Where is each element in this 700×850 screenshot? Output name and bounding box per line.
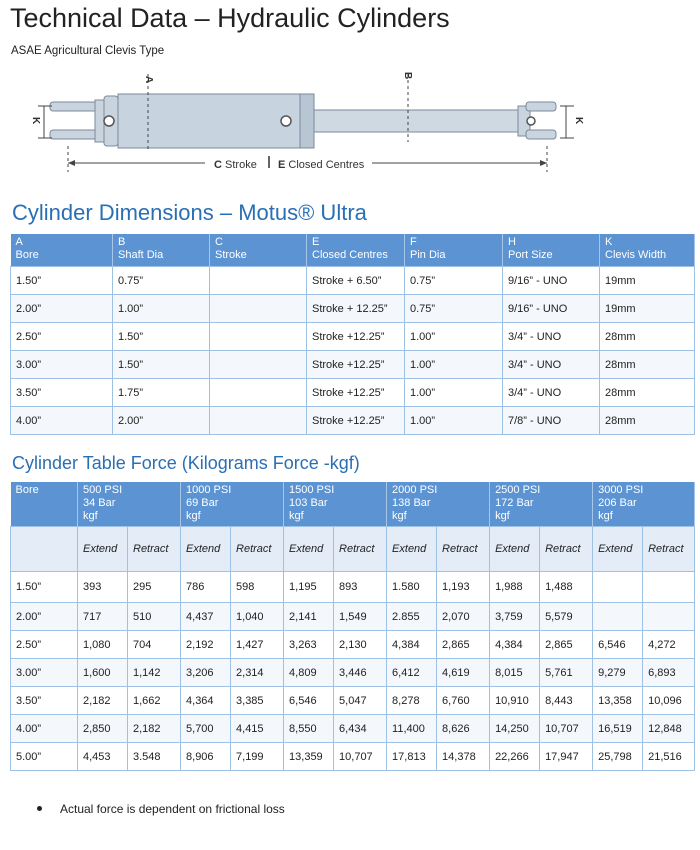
cylinder-barrel bbox=[118, 94, 308, 148]
force-subheader: Retract bbox=[334, 527, 387, 572]
table-cell: 704 bbox=[128, 631, 181, 659]
table-cell: 1,427 bbox=[231, 631, 284, 659]
force-subheader: Extend bbox=[181, 527, 231, 572]
force-header-group: 2000 PSI 138 Bar kgf bbox=[387, 482, 490, 527]
force-subheader: Retract bbox=[128, 527, 181, 572]
right-clevis bbox=[518, 102, 556, 139]
table-cell: 8,906 bbox=[181, 743, 231, 771]
table-cell: 3/4” - UNO bbox=[503, 351, 600, 379]
table-cell: 393 bbox=[78, 572, 128, 603]
table-cell: 3.548 bbox=[128, 743, 181, 771]
table-cell: 8,278 bbox=[387, 687, 437, 715]
table-cell: 10,707 bbox=[540, 715, 593, 743]
table-row bbox=[11, 631, 695, 659]
table-cell: Stroke +12.25” bbox=[307, 407, 405, 435]
table-cell: 1,549 bbox=[334, 603, 387, 631]
footnote: Actual force is dependent on frictional loss bbox=[37, 802, 285, 816]
bullet-icon bbox=[37, 806, 42, 811]
table-cell: 2.50” bbox=[11, 631, 78, 659]
force-subheader: Extend bbox=[284, 527, 334, 572]
table-cell: 1.50” bbox=[11, 572, 78, 603]
table-cell: 2,850 bbox=[78, 715, 128, 743]
table-cell: 16,519 bbox=[593, 715, 643, 743]
table-cell: 8,550 bbox=[284, 715, 334, 743]
table-cell bbox=[210, 407, 307, 435]
svg-text:C Stroke: C Stroke bbox=[214, 159, 257, 171]
cylinder-diagram bbox=[0, 62, 700, 182]
table-cell: 893 bbox=[334, 572, 387, 603]
table-cell: 1,195 bbox=[284, 572, 334, 603]
table-cell: 9/16” - UNO bbox=[503, 267, 600, 295]
table-cell bbox=[210, 379, 307, 407]
table-cell: 4.00” bbox=[11, 715, 78, 743]
dims-header-4: F Pin Dia bbox=[405, 234, 503, 267]
table-cell: 1.00” bbox=[405, 407, 503, 435]
table-cell: 786 bbox=[181, 572, 231, 603]
port-icon bbox=[281, 116, 291, 126]
table-cell: 3,206 bbox=[181, 659, 231, 687]
dims-header-2: C Stroke bbox=[210, 234, 307, 267]
dims-header-3: E Closed Centres bbox=[307, 234, 405, 267]
table-cell bbox=[593, 603, 643, 631]
table-cell: 2.00” bbox=[11, 295, 113, 323]
table-cell: Stroke +12.25” bbox=[307, 323, 405, 351]
table-cell: 19mm bbox=[600, 267, 695, 295]
table-cell: 1,142 bbox=[128, 659, 181, 687]
table-cell: 5,579 bbox=[540, 603, 593, 631]
table-cell: 1.00” bbox=[113, 295, 210, 323]
table-cell: Stroke + 6.50” bbox=[307, 267, 405, 295]
table-cell: 19mm bbox=[600, 295, 695, 323]
table-cell: 0.75” bbox=[405, 295, 503, 323]
table-cell: 1.75” bbox=[113, 379, 210, 407]
table-cell: 6,546 bbox=[593, 631, 643, 659]
table-cell: 1.00” bbox=[405, 379, 503, 407]
page-title: Technical Data – Hydraulic Cylinders bbox=[10, 3, 450, 33]
force-header-group: 2500 PSI 172 Bar kgf bbox=[490, 482, 593, 527]
table-cell bbox=[210, 295, 307, 323]
table-cell: 4,437 bbox=[181, 603, 231, 631]
table-cell: 4,384 bbox=[387, 631, 437, 659]
table-cell: 3,385 bbox=[231, 687, 284, 715]
force-subheader: Extend bbox=[78, 527, 128, 572]
table-cell: Stroke +12.25” bbox=[307, 379, 405, 407]
table-cell bbox=[210, 267, 307, 295]
svg-text:E Closed Centres: E Closed Centres bbox=[278, 159, 365, 171]
table-cell: 1,988 bbox=[490, 572, 540, 603]
table-cell bbox=[210, 351, 307, 379]
table-cell bbox=[210, 323, 307, 351]
force-title: Cylinder Table Force (Kilograms Force -kgf) bbox=[12, 453, 360, 473]
table-cell: 5,700 bbox=[181, 715, 231, 743]
table-cell: 1,662 bbox=[128, 687, 181, 715]
table-cell: 8,443 bbox=[540, 687, 593, 715]
table-cell: 598 bbox=[231, 572, 284, 603]
table-cell: 22,266 bbox=[490, 743, 540, 771]
table-cell: 2,182 bbox=[128, 715, 181, 743]
table-cell: 3.50” bbox=[11, 379, 113, 407]
table-cell: 28mm bbox=[600, 351, 695, 379]
table-cell: 3,263 bbox=[284, 631, 334, 659]
table-cell: 1,040 bbox=[231, 603, 284, 631]
table-cell: 3.00” bbox=[11, 351, 113, 379]
table-cell: 2,130 bbox=[334, 631, 387, 659]
table-row bbox=[11, 351, 695, 379]
page-subtitle: ASAE Agricultural Clevis Type bbox=[11, 45, 165, 57]
dimensions-table bbox=[10, 234, 695, 435]
table-cell: 5,761 bbox=[540, 659, 593, 687]
table-row bbox=[11, 295, 695, 323]
table-cell: 0.75” bbox=[113, 267, 210, 295]
table-row bbox=[11, 379, 695, 407]
svg-text:B: B bbox=[402, 72, 413, 80]
table-cell bbox=[643, 572, 695, 603]
force-subheader: Retract bbox=[643, 527, 695, 572]
force-header-bore: Bore bbox=[11, 482, 78, 527]
table-cell: 13,358 bbox=[593, 687, 643, 715]
table-cell: 3,759 bbox=[490, 603, 540, 631]
table-cell: Stroke +12.25” bbox=[307, 351, 405, 379]
table-cell: 1,600 bbox=[78, 659, 128, 687]
table-cell: 2,070 bbox=[437, 603, 490, 631]
table-row bbox=[11, 572, 695, 603]
table-cell bbox=[593, 572, 643, 603]
table-cell: 11,400 bbox=[387, 715, 437, 743]
table-cell bbox=[643, 603, 695, 631]
table-cell: 5,047 bbox=[334, 687, 387, 715]
table-cell: 17,947 bbox=[540, 743, 593, 771]
table-cell: 1.50” bbox=[113, 351, 210, 379]
left-pin bbox=[104, 116, 114, 126]
table-cell: 2,141 bbox=[284, 603, 334, 631]
table-cell: 10,096 bbox=[643, 687, 695, 715]
table-cell: 9,279 bbox=[593, 659, 643, 687]
table-cell: 1.50” bbox=[11, 267, 113, 295]
table-cell: 2.855 bbox=[387, 603, 437, 631]
table-cell: 2.50” bbox=[11, 323, 113, 351]
force-subheader: Extend bbox=[387, 527, 437, 572]
table-cell: 2.00” bbox=[11, 603, 78, 631]
force-subheader: Extend bbox=[490, 527, 540, 572]
force-table bbox=[10, 482, 695, 771]
force-subheader: Extend bbox=[593, 527, 643, 572]
table-cell: 28mm bbox=[600, 407, 695, 435]
table-row bbox=[11, 407, 695, 435]
table-cell: 2,192 bbox=[181, 631, 231, 659]
svg-text:K: K bbox=[573, 117, 584, 125]
table-cell: 28mm bbox=[600, 379, 695, 407]
table-cell: 8,015 bbox=[490, 659, 540, 687]
right-pin bbox=[527, 117, 535, 125]
table-cell: Stroke + 12.25” bbox=[307, 295, 405, 323]
table-cell: 1,488 bbox=[540, 572, 593, 603]
table-cell: 3,446 bbox=[334, 659, 387, 687]
force-header-group: 1500 PSI 103 Bar kgf bbox=[284, 482, 387, 527]
table-cell: 14,378 bbox=[437, 743, 490, 771]
table-cell: 25,798 bbox=[593, 743, 643, 771]
force-header-group: 500 PSI 34 Bar kgf bbox=[78, 482, 181, 527]
table-cell: 4,453 bbox=[78, 743, 128, 771]
table-cell: 21,516 bbox=[643, 743, 695, 771]
table-cell: 4,619 bbox=[437, 659, 490, 687]
table-cell: 2.00” bbox=[113, 407, 210, 435]
dims-header-6: K Clevis Width bbox=[600, 234, 695, 267]
table-row bbox=[11, 603, 695, 631]
table-cell: 4,809 bbox=[284, 659, 334, 687]
table-cell: 2,314 bbox=[231, 659, 284, 687]
force-subheader: Retract bbox=[437, 527, 490, 572]
table-cell: 7,199 bbox=[231, 743, 284, 771]
table-cell: 13,359 bbox=[284, 743, 334, 771]
force-subheader: Retract bbox=[231, 527, 284, 572]
table-cell: 3.00” bbox=[11, 659, 78, 687]
table-cell: 1.50” bbox=[113, 323, 210, 351]
table-cell: 5.00” bbox=[11, 743, 78, 771]
table-row bbox=[11, 743, 695, 771]
table-cell: 6,434 bbox=[334, 715, 387, 743]
table-cell: 10,707 bbox=[334, 743, 387, 771]
table-cell: 1,080 bbox=[78, 631, 128, 659]
table-cell: 3.50” bbox=[11, 687, 78, 715]
table-cell: 4,272 bbox=[643, 631, 695, 659]
table-cell: 0.75” bbox=[405, 267, 503, 295]
table-cell: 6,760 bbox=[437, 687, 490, 715]
table-cell: 7/8” - UNO bbox=[503, 407, 600, 435]
table-row bbox=[11, 715, 695, 743]
svg-text:K: K bbox=[30, 117, 41, 125]
table-cell: 2,865 bbox=[437, 631, 490, 659]
table-cell: 2,865 bbox=[540, 631, 593, 659]
table-cell: 717 bbox=[78, 603, 128, 631]
table-row bbox=[11, 687, 695, 715]
force-header-group: 1000 PSI 69 Bar kgf bbox=[181, 482, 284, 527]
table-row bbox=[11, 323, 695, 351]
table-cell: 6,893 bbox=[643, 659, 695, 687]
table-cell: 6,412 bbox=[387, 659, 437, 687]
table-cell: 4.00” bbox=[11, 407, 113, 435]
table-cell: 4,415 bbox=[231, 715, 284, 743]
svg-text:A: A bbox=[143, 76, 154, 84]
table-cell: 295 bbox=[128, 572, 181, 603]
table-cell: 1.00” bbox=[405, 351, 503, 379]
force-subheader: Retract bbox=[540, 527, 593, 572]
table-cell: 1,193 bbox=[437, 572, 490, 603]
table-cell: 6,546 bbox=[284, 687, 334, 715]
table-row bbox=[11, 267, 695, 295]
table-cell: 28mm bbox=[600, 323, 695, 351]
table-cell: 17,813 bbox=[387, 743, 437, 771]
dimensions-title: Cylinder Dimensions – Motus® Ultra bbox=[12, 200, 367, 225]
table-cell: 4,364 bbox=[181, 687, 231, 715]
table-row bbox=[11, 659, 695, 687]
dims-header-1: B Shaft Dia bbox=[113, 234, 210, 267]
table-cell: 3/4” - UNO bbox=[503, 379, 600, 407]
table-cell: 1.580 bbox=[387, 572, 437, 603]
dims-header-5: H Port Size bbox=[503, 234, 600, 267]
table-cell: 8,626 bbox=[437, 715, 490, 743]
cylinder-rod bbox=[314, 110, 519, 132]
table-cell: 2,182 bbox=[78, 687, 128, 715]
table-cell: 1.00” bbox=[405, 323, 503, 351]
force-header-group: 3000 PSI 206 Bar kgf bbox=[593, 482, 695, 527]
dims-header-0: A Bore bbox=[11, 234, 113, 267]
table-cell: 10,910 bbox=[490, 687, 540, 715]
table-cell: 510 bbox=[128, 603, 181, 631]
table-cell: 3/4” - UNO bbox=[503, 323, 600, 351]
table-cell: 9/16” - UNO bbox=[503, 295, 600, 323]
table-cell: 14,250 bbox=[490, 715, 540, 743]
table-cell bbox=[11, 527, 78, 572]
table-cell: 12,848 bbox=[643, 715, 695, 743]
table-cell: 4,384 bbox=[490, 631, 540, 659]
